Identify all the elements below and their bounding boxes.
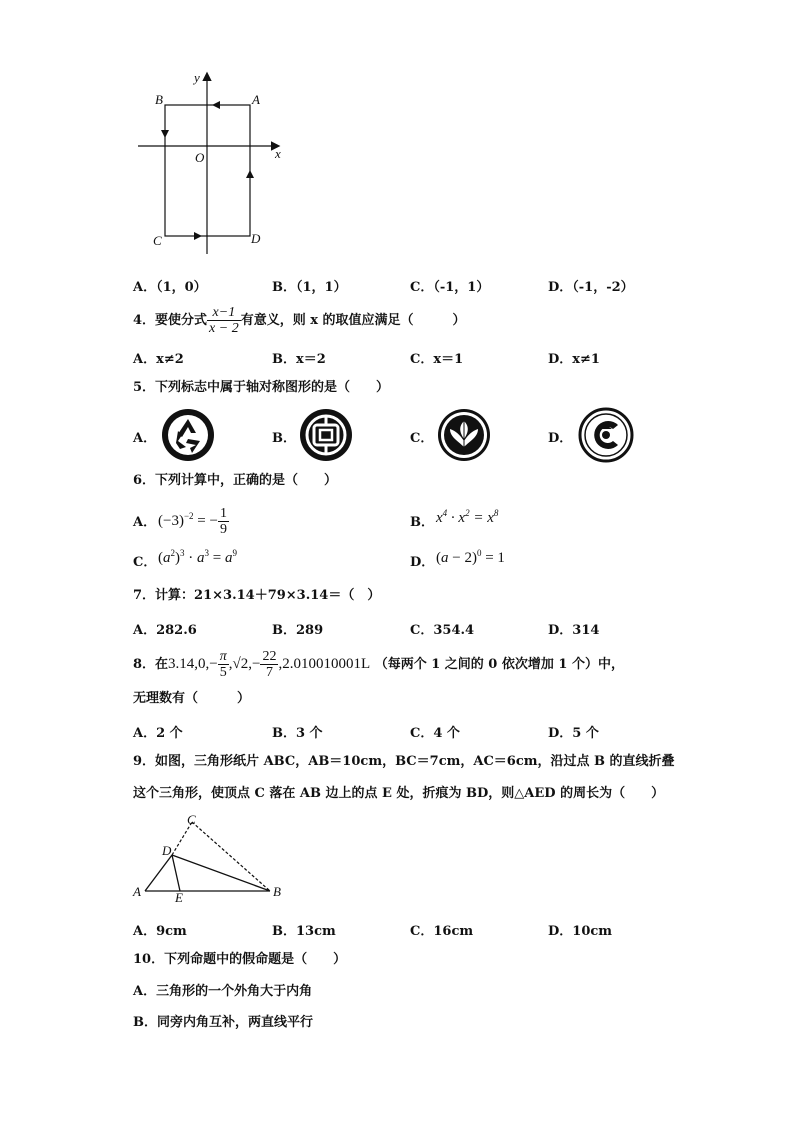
q4-stem	[133, 302, 466, 340]
tri-point-d: D	[162, 843, 172, 858]
q8-option-b: B．3 个	[272, 726, 323, 741]
q8-pi-fraction	[218, 649, 229, 680]
q8-n22: 22	[262, 649, 277, 664]
q8-option-c: C．4 个	[410, 726, 460, 741]
q6-a-expression: $(-3)^{-2}$ = − $\frac{1}{9}$	[158, 506, 227, 538]
tri-point-b: B	[273, 884, 281, 899]
q6-b-expression: $x^4 \cdot x^2 = x^8$	[436, 508, 499, 526]
q4-denominator: x − 2	[209, 321, 239, 336]
leaf-logo-icon	[436, 407, 492, 463]
q8-pi: π	[219, 649, 227, 664]
q8-option-d: D．5 个	[548, 726, 599, 741]
q9-option-d: D．10cm	[548, 924, 613, 939]
q6-option-a: A．	[133, 515, 157, 530]
q5-option-b: B．	[272, 431, 296, 446]
q7-option-a: A．282.6	[133, 623, 197, 638]
q3-option-c: C．（-1，1）	[410, 280, 490, 295]
q8-line2: 无理数有（ ）	[133, 691, 251, 706]
q6-stem: 6．下列计算中，正确的是（ ）	[133, 473, 338, 488]
point-d-label: D	[251, 231, 261, 246]
q9-option-b: B．13cm	[272, 924, 336, 939]
q8-option-a: A．2 个	[133, 726, 183, 741]
q3-option-d: D．（-1，-2）	[548, 280, 634, 295]
q8-n7: 7	[265, 665, 273, 680]
c-logo-icon	[578, 407, 634, 463]
q3-option-b: B．（1，1）	[272, 280, 347, 295]
coordinate-figure	[130, 68, 290, 258]
q8-sqrt: √2	[232, 656, 249, 672]
q8-stem: 8．在3.14,0,− $\frac{\pi}{5}$ ,√2,− $\frac{22}{7}$ ,2.010010001L （每两个 1 之间的 0 依次增加 1 个）中，	[133, 649, 624, 680]
q8-suffix: （每两个 1 之间的 0 依次增加 1 个）中，	[374, 657, 624, 672]
q10-option-b: B．同旁内角互补，两直线平行	[133, 1015, 313, 1030]
q8-list-start: 3.14,0,−	[168, 656, 218, 672]
q4-prefix: 4．要使分式	[133, 313, 208, 328]
q7-option-b: B．289	[272, 623, 324, 638]
origin-label: O	[195, 150, 205, 165]
q9-option-a: A．9cm	[133, 924, 187, 939]
q7-stem: 7．计算：21×3.14＋79×3.14＝（ ）	[133, 588, 381, 603]
q10-stem: 10．下列命题中的假命题是（ ）	[133, 952, 347, 967]
q9-line2: 这个三角形，使顶点 C 落在 AB 边上的点 E 处，折痕为 BD，则△AED 的周长为（ ）	[133, 786, 665, 801]
q4-fraction	[207, 305, 241, 336]
q3-option-a: A．（1，0）	[133, 280, 207, 295]
point-a-label: A	[252, 92, 260, 107]
point-b-label: B	[155, 92, 163, 107]
q9-line1: 9．如图，三角形纸片 ABC，AB＝10cm，BC＝7cm，AC＝6cm，沿过点 B 的直线折叠	[133, 754, 675, 769]
q8-prefix: 8．在	[133, 657, 169, 672]
x-axis-label: x	[275, 146, 281, 161]
q8-mid: ,−	[248, 656, 261, 672]
tri-point-a: A	[133, 884, 141, 899]
q8-five: 5	[219, 665, 227, 680]
q4-option-b: B．x＝2	[272, 352, 326, 367]
q5-option-a: A．	[133, 431, 157, 446]
q6-option-c: C．	[133, 555, 157, 570]
q4-option-a: A．x≠2	[133, 352, 184, 367]
q5-option-c: C．	[410, 431, 434, 446]
q6-option-b: B．	[410, 515, 434, 530]
q4-suffix: 有意义，则 x 的取值应满足（ ）	[240, 313, 466, 328]
point-c-label: C	[153, 233, 162, 248]
q5-stem: 5．下列标志中属于轴对称图形的是（ ）	[133, 380, 390, 395]
recycle-logo-icon	[160, 407, 216, 463]
q4-numerator: x−1	[207, 305, 241, 321]
triangle-figure	[130, 812, 290, 902]
q6-c-expression: $(a^2)^3 \cdot a^3 = a^9$	[158, 548, 237, 566]
q7-option-d: D．314	[548, 623, 600, 638]
q7-option-c: C．354.4	[410, 623, 475, 638]
q8-22-7-fraction	[260, 649, 278, 680]
y-axis-label: y	[194, 70, 200, 85]
q6-d-expression: $(a - 2)^0 = 1$	[436, 548, 505, 566]
bank-logo-icon	[298, 407, 354, 463]
q4-option-c: C．x＝1	[410, 352, 464, 367]
tri-point-c: C	[187, 812, 196, 827]
q10-option-a: A．三角形的一个外角大于内角	[133, 984, 313, 999]
q6-option-d: D．	[410, 555, 435, 570]
q8-tail: ,2.010010001L	[278, 656, 371, 672]
q4-option-d: D．x≠1	[548, 352, 600, 367]
tri-point-e: E	[175, 890, 183, 905]
q5-option-d: D．	[548, 431, 573, 446]
q9-option-c: C．16cm	[410, 924, 474, 939]
